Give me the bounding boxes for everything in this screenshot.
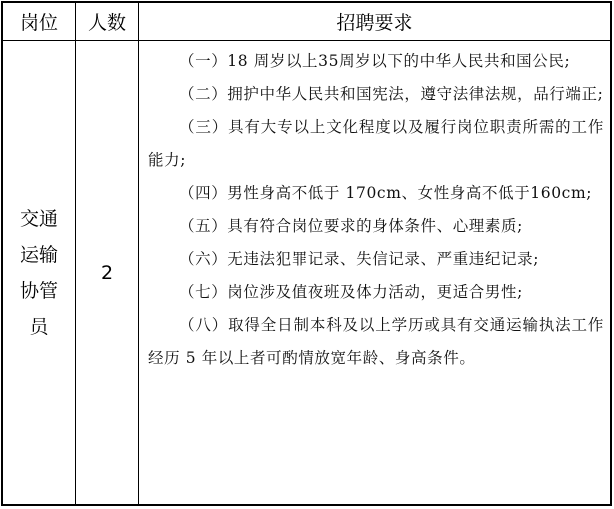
requirement-item: （七）岗位涉及值夜班及体力活动，更适合男性; <box>179 283 523 301</box>
count-cell: 2 <box>76 41 139 505</box>
post-line: 交通 <box>19 207 58 230</box>
requirement-item: （六）无违法犯罪记录、失信记录、严重违纪记录; <box>179 250 540 268</box>
table-row <box>3 41 611 505</box>
post-line: 运输 <box>19 243 58 266</box>
post-line: 协管 <box>19 279 58 302</box>
requirement-item: （一）18 周岁以上35周岁以下的中华人民共和国公民; <box>179 52 571 70</box>
requirement-item: （二）拥护中华人民共和国宪法，遵守法律法规，品行端正; <box>179 85 604 103</box>
requirement-item: （三）具有大专以上文化程度以及履行岗位职责所需的工作能力; <box>148 118 604 169</box>
post-line: 员 <box>29 315 49 338</box>
header-post: 岗位 <box>3 3 76 41</box>
header-requirements: 招聘要求 <box>139 3 611 41</box>
header-count: 人数 <box>76 3 139 41</box>
recruitment-table <box>2 2 611 505</box>
requirement-item: （五）具有符合岗位要求的身体条件、心理素质; <box>179 217 523 235</box>
table-header-row <box>3 3 611 41</box>
requirement-item: （八）取得全日制本科及以上学历或具有交通运输执法工作经历 5 年以上者可酌情放宽年龄、身高条件。 <box>148 316 604 367</box>
requirements-cell <box>139 41 611 505</box>
post-cell <box>3 41 76 505</box>
requirement-item: （四）男性身高不低于 170cm、女性身高不低于160cm; <box>179 184 593 202</box>
recruitment-table-container <box>1 1 612 506</box>
